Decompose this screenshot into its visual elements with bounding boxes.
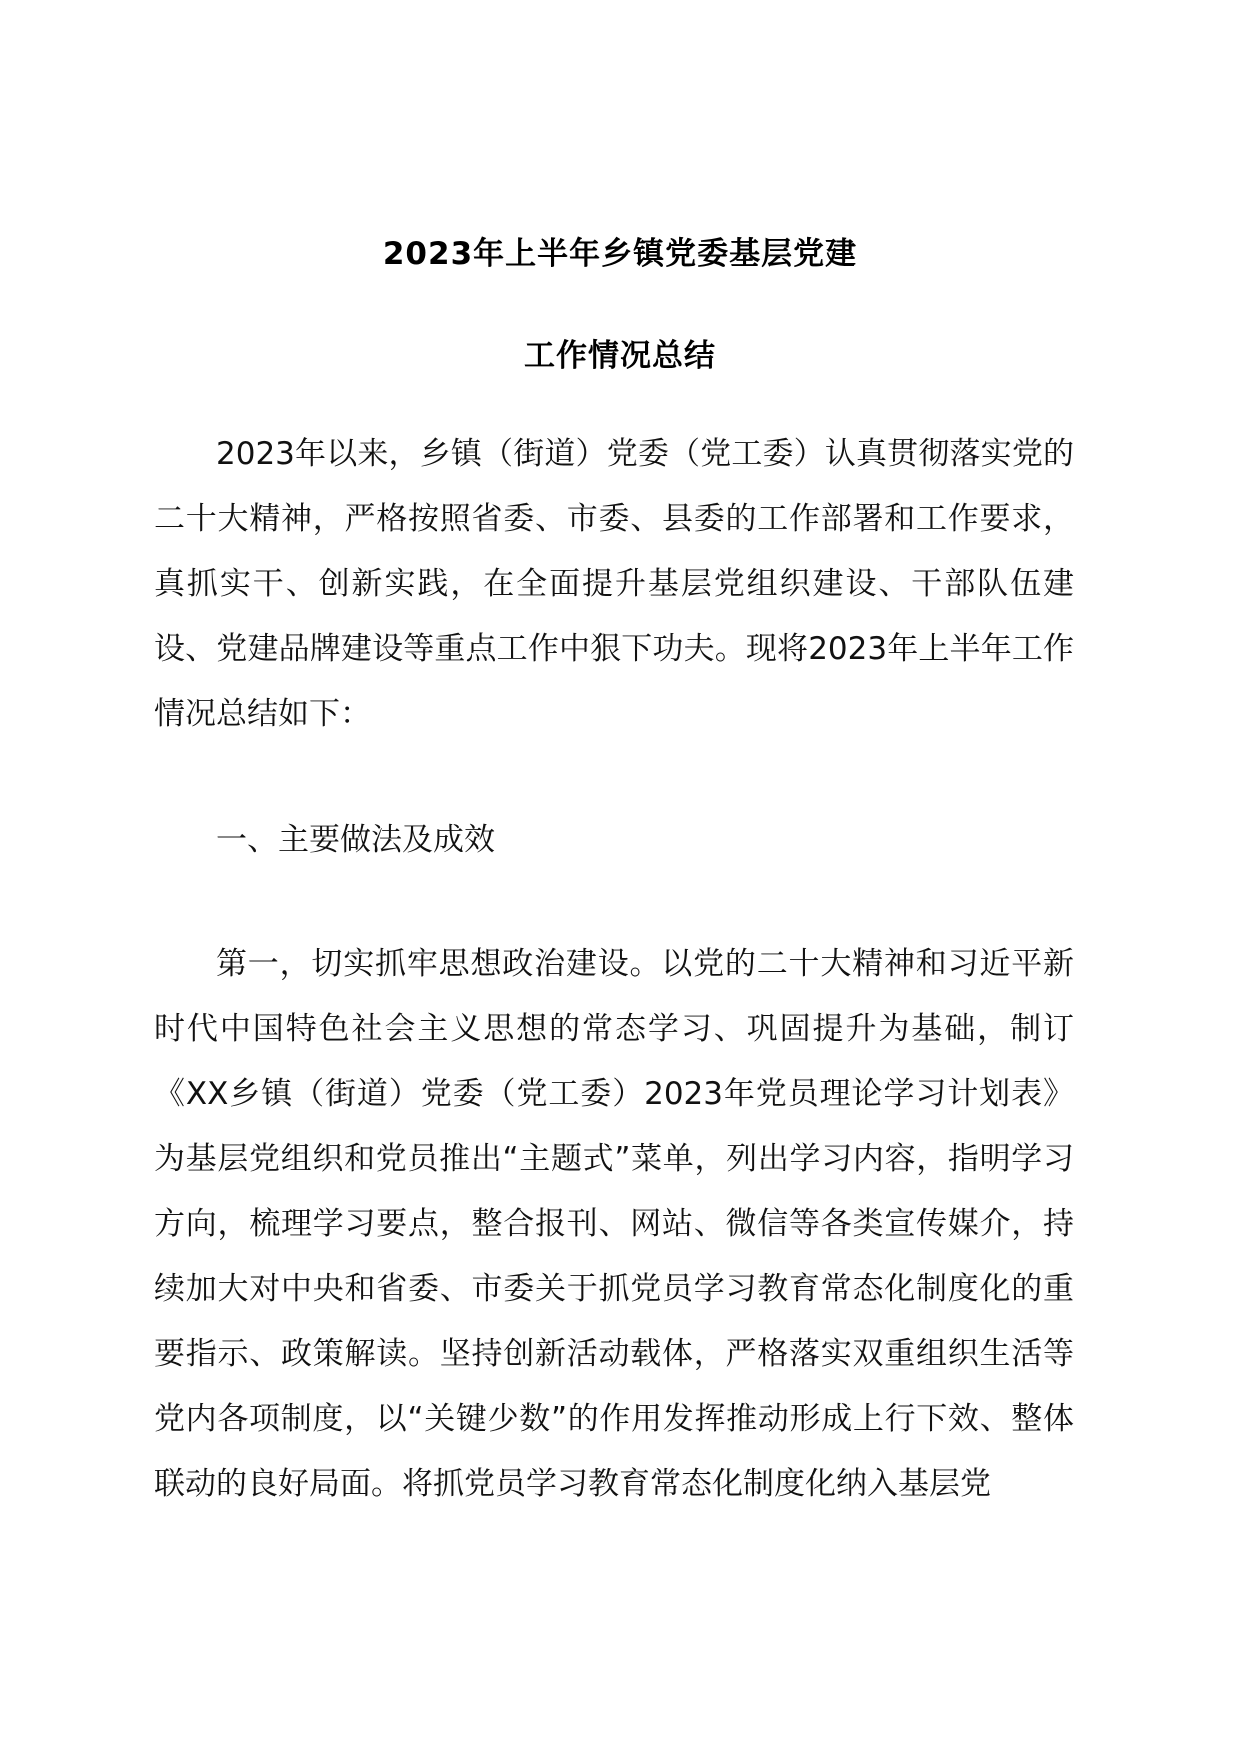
intro-paragraph: 2023年以来，乡镇（街道）党委（党工委）认真贯彻落实党的二十大精神，严格按照省委、市委、县委的工作部署和工作要求，真抓实干、创新实践，在全面提升基层党组织建设、干部队伍建设、党建品牌建设等重点工作中狠下功夫。现将2023年上半年工作情况总结如下： <box>154 436 1074 732</box>
document-title-line-1: 2023年上半年乡镇党委基层党建 <box>382 236 858 272</box>
document-title-line-2: 工作情况总结 <box>524 338 716 374</box>
section-heading: 一、主要做法及成效 <box>216 822 495 858</box>
first-point-paragraph: 第一，切实抓牢思想政治建设。以党的二十大精神和习近平新时代中国特色社会主义思想的常态学习、巩固提升为基础，制订《XX乡镇（街道）党委（党工委）2023年党员理论学习计划表》为基层党组织和党员推出“主题式”菜单，列出学习内容，指明学习方向，梳理学习要点，整合报刊、网站、微信等各类宣传媒介，持续加大对中央和省委、市委关于抓党员学习教育常态化制度化的重要指示、政策解读。坚持创新活动载体，严格落实双重组织生活等党内各项制度，以“关键少数”的作用发挥推动形成上行下效、整体联动的良好局面。将抓党员学习教育常态化制度化纳入基层党 <box>154 946 1074 1502</box>
